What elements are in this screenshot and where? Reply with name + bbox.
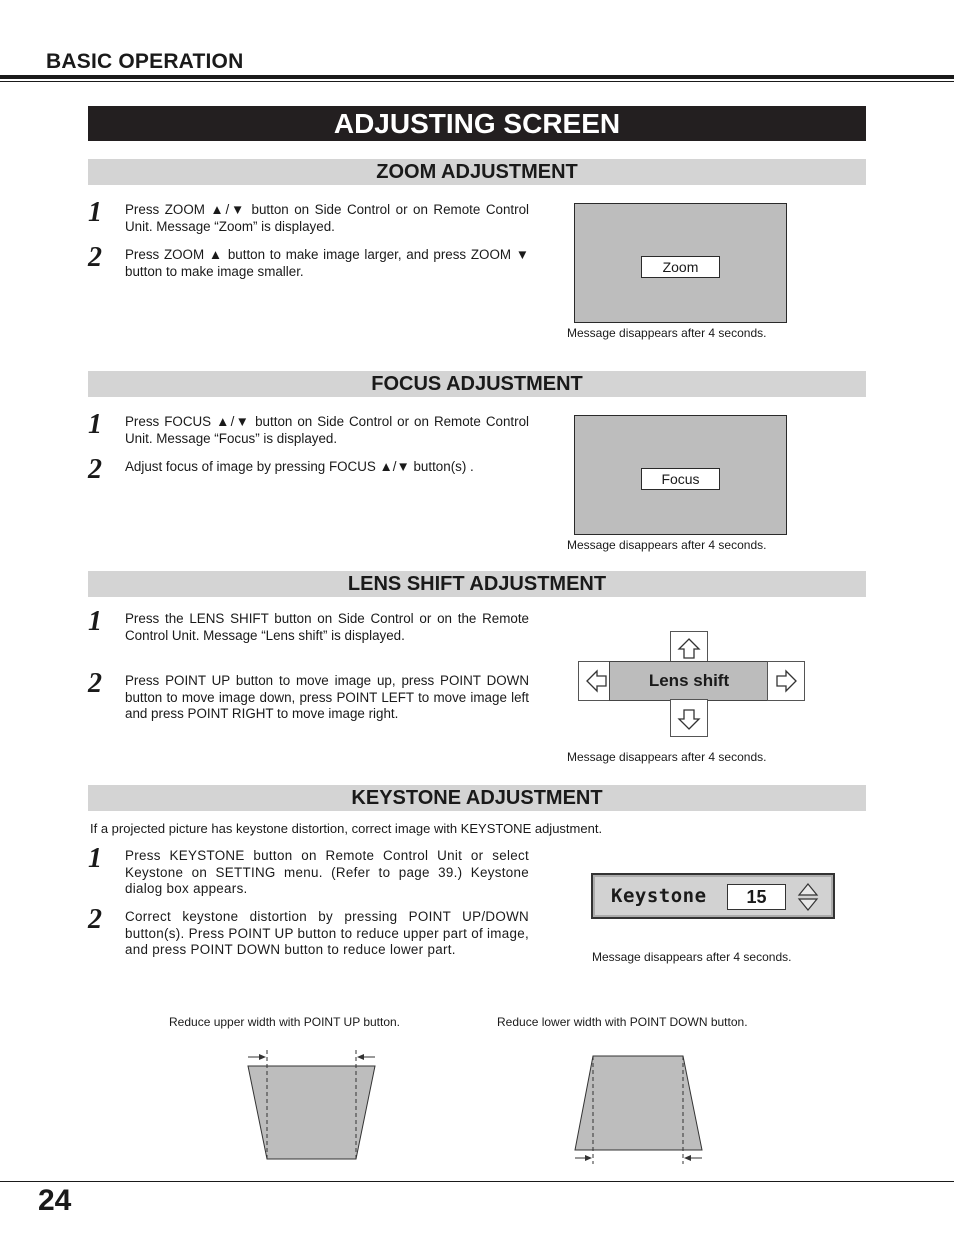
zoom-step1-number: 1 (88, 197, 102, 228)
lens-shift-step1-text: Press the LENS SHIFT button on Side Control or on the Remote Control Unit. Message “Lens shift” is displayed. (125, 611, 529, 643)
up-down-stepper-icon (796, 882, 820, 917)
page-title: ADJUSTING SCREEN (88, 106, 866, 141)
section-label: BASIC OPERATION (46, 50, 244, 73)
zoom-step2-number: 2 (88, 242, 102, 273)
keystone-upper-reduced-diagram (240, 1048, 385, 1168)
focus-step1-number: 1 (88, 409, 102, 440)
zoom-heading: ZOOM ADJUSTMENT (88, 159, 866, 185)
keystone-step2-number: 2 (88, 904, 102, 935)
keystone-intro: If a projected picture has keystone distortion, correct image with KEYSTONE adjustment. (90, 821, 603, 836)
keystone-dialog-label: Keystone (611, 885, 707, 907)
lens-shift-message-box: Lens shift (609, 661, 769, 701)
point-right-arrow-icon (767, 661, 805, 701)
lens-shift-step2-text: Press POINT UP button to move image up, press POINT DOWN button to move image down, press POINT LEFT to move image left and press POINT RIGHT to move image right. (125, 673, 529, 721)
focus-step2-number: 2 (88, 454, 102, 485)
caption-point-up: Reduce upper width with POINT UP button. (169, 1015, 401, 1029)
zoom-message-box: Zoom (641, 256, 720, 278)
point-down-arrow-icon (670, 699, 708, 737)
lens-shift-step1-number: 1 (88, 606, 102, 637)
keystone-step2-text: Correct keystone distortion by pressing POINT UP/DOWN button(s). Press POINT UP button to reduce upper part of image, and press POINT DOWN button to reduce lower part. (125, 909, 529, 957)
keystone-value: 15 (727, 884, 786, 910)
focus-step2-text: Adjust focus of image by pressing FOCUS ▲/▼ button(s) . (125, 459, 474, 474)
keystone-heading: KEYSTONE ADJUSTMENT (88, 785, 866, 811)
focus-note: Message disappears after 4 seconds. (567, 538, 767, 552)
focus-step1-text: Press FOCUS ▲/▼ button on Side Control or on Remote Control Unit. Message “Focus” is displayed. (125, 414, 529, 446)
keystone-lower-reduced-diagram (568, 1048, 713, 1173)
zoom-step1-text: Press ZOOM ▲/▼ button on Side Control or on Remote Control Unit. Message “Zoom” is displayed. (125, 202, 529, 234)
zoom-note: Message disappears after 4 seconds. (567, 326, 767, 340)
page-number: 24 (38, 1184, 72, 1217)
keystone-step1-number: 1 (88, 843, 102, 874)
focus-message-box: Focus (641, 468, 720, 490)
header-rule (0, 75, 954, 79)
caption-point-down: Reduce lower width with POINT DOWN button. (497, 1015, 748, 1029)
footer-rule (0, 1181, 954, 1182)
focus-heading: FOCUS ADJUSTMENT (88, 371, 866, 397)
lens-shift-step2-number: 2 (88, 668, 102, 699)
keystone-note: Message disappears after 4 seconds. (592, 950, 792, 964)
keystone-step1-text: Press KEYSTONE button on Remote Control Unit or select Keystone on SETTING menu. (Refer to page 39.) Keystone dialog box appears. (125, 848, 529, 896)
lens-shift-heading: LENS SHIFT ADJUSTMENT (88, 571, 866, 597)
zoom-step2-text: Press ZOOM ▲ button to make image larger, and press ZOOM ▼ button to make image smaller. (125, 247, 529, 279)
lens-shift-note: Message disappears after 4 seconds. (567, 750, 767, 764)
header-rule-thin (0, 81, 954, 82)
